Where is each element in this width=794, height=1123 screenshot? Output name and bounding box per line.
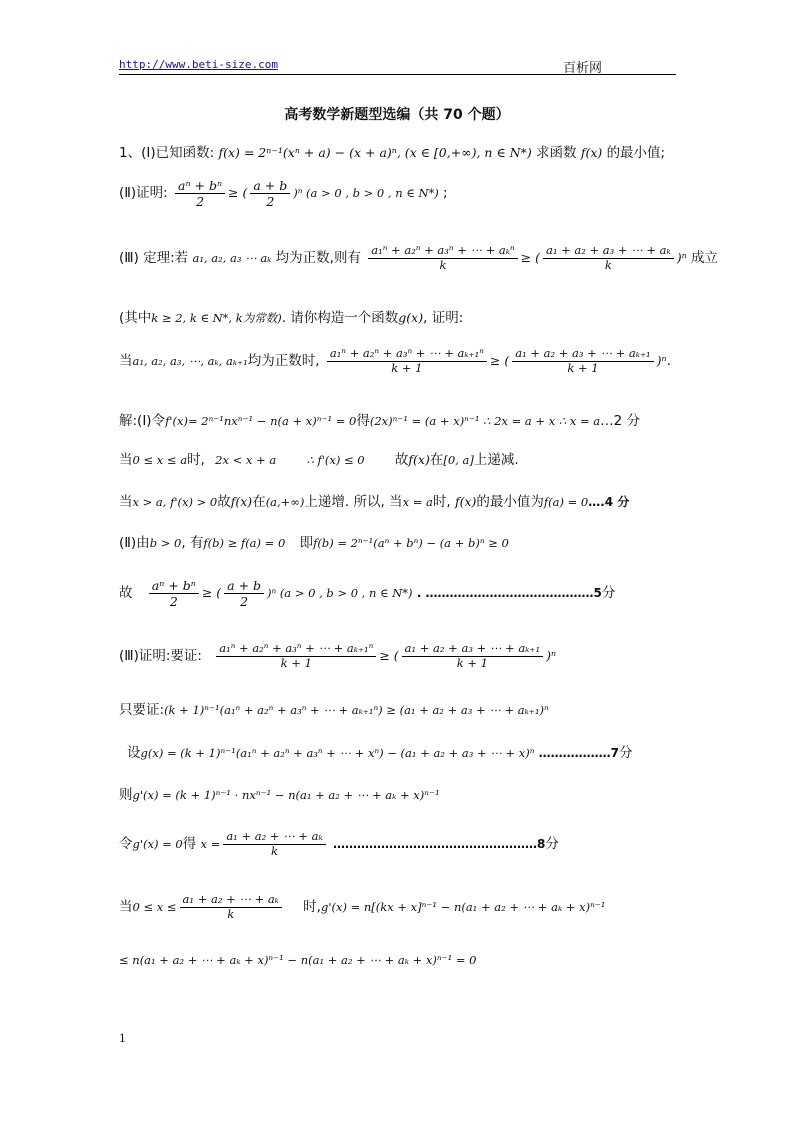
power: )ⁿ [676, 249, 687, 265]
text: 的最小值为 [476, 494, 544, 510]
page-number: 1 [119, 1032, 126, 1045]
solution-step-12 [119, 952, 476, 968]
text: , 有 [181, 535, 204, 551]
problem-1-part-3 [119, 244, 718, 273]
text: 在 [252, 494, 266, 510]
text: 解:(Ⅰ)令 [119, 413, 166, 429]
fraction: $\frac{a + b}{2}$ [224, 578, 264, 609]
text: 故 [394, 452, 409, 468]
score-unit: 分 [545, 835, 559, 852]
formula: ∴ f'(x) ≤ 0 [306, 453, 365, 467]
text: 均为正数时, [247, 352, 320, 369]
formula: g(x) [398, 310, 424, 325]
text: 上递增. 所以, 当 [304, 494, 403, 510]
solution-step-2 [119, 452, 519, 468]
text: 当 [119, 494, 133, 510]
text: 则 [119, 787, 133, 803]
score-unit: 分 [601, 585, 616, 601]
formula: f(x) [230, 494, 253, 509]
text: 令 [119, 835, 133, 852]
formula: a₁, a₂, a₃, ⋯, aₖ, aₖ₊₁ [132, 353, 248, 368]
solution-step-3 [119, 494, 629, 510]
score: …2 分 [600, 413, 640, 429]
fraction: $\frac{\text{a₁ + a₂ + a₃ + ⋯ + aₖ}}{k}$ [543, 244, 674, 273]
label: (Ⅲ) 定理:若 [119, 249, 189, 266]
score: ….4 分 [588, 495, 630, 509]
formula: b > 0 [149, 536, 182, 550]
ge: ≥ ( [201, 585, 222, 600]
text: 得 [356, 413, 370, 429]
formula: [0, a] [443, 453, 474, 467]
condition: )ⁿ (a > 0 , b > 0 , n ∈ N*) [267, 586, 413, 600]
text: 即 [299, 535, 314, 551]
score-dots: ………………7 [538, 746, 620, 760]
text: 故 [119, 585, 133, 601]
formula: f(b) ≥ f(a) = 0 [203, 536, 286, 550]
fraction: $\frac{\text{a₁ + a₂ + ⋯ + aₖ}}{k}$ [223, 830, 325, 859]
solution-step-5 [119, 578, 615, 609]
formula: f(x) [454, 494, 477, 509]
text: . 请你构造一个函数 [281, 310, 399, 326]
solution-step-4 [119, 535, 509, 551]
fraction: $\frac{\text{a₁ + a₂ + a₃ + ⋯ + aₖ₊₁}}{k + 1}$ [402, 642, 543, 671]
formula: g(x) = (k + 1)ⁿ⁻¹(a₁ⁿ + a₂ⁿ + a₃ⁿ + ⋯ + xⁿ) − (a₁ + a₂ + a₃ + ⋯ + x)ⁿ [140, 746, 535, 760]
fraction: $\frac{\text{a₁ⁿ + a₂ⁿ + a₃ⁿ + ⋯ + aₖ₊₁ⁿ}}{k + 1}$ [327, 347, 487, 376]
fraction: $\frac{\text{a₁ⁿ + a₂ⁿ + a₃ⁿ + ⋯ + aₖ₊₁ⁿ}}{k + 1}$ [216, 642, 376, 671]
formula: g'(x) = n[(kx + x]ⁿ⁻¹ − n(a₁ + a₂ + ⋯ + aₖ + x)ⁿ⁻¹ [320, 899, 606, 914]
fraction: $\frac{\text{a₁ⁿ + a₂ⁿ + a₃ⁿ + ⋯ + aₖⁿ}}{k}$ [368, 244, 517, 273]
solution-step-6 [119, 642, 556, 671]
text: (其中 [119, 310, 152, 326]
text: 成立 [690, 249, 718, 266]
text: 当 [119, 898, 133, 915]
formula: f(b) = 2ⁿ⁻¹(aⁿ + bⁿ) − (a + b)ⁿ ≥ 0 [313, 536, 509, 550]
text: (Ⅱ)由 [119, 535, 150, 551]
formula: k ≥ 2, k ∈ N*, k为常数) [151, 311, 282, 325]
problem-1-part-3-statement [119, 347, 671, 376]
problem-1-part-3-cont [119, 310, 463, 326]
condition: )ⁿ (a > 0 , b > 0 , n ∈ N*) [293, 186, 439, 200]
text: ; [443, 185, 448, 201]
fraction: $\frac{\text{aⁿ + bⁿ}}{2}$ [149, 578, 199, 609]
score-unit: 分 [619, 745, 633, 761]
problem-1-part-1 [119, 145, 665, 161]
formula: a₁, a₂, a₃ ⋯ aₖ [192, 250, 272, 265]
formula: 0 ≤ x ≤ [132, 899, 177, 914]
formula: g'(x) = 0 [132, 836, 183, 851]
text: . [666, 352, 671, 369]
score-dots: ……………………………………………8 [332, 836, 546, 851]
ge: ≥ ( [379, 647, 399, 663]
text: 上递减. [473, 452, 519, 468]
text: 当 [119, 352, 133, 369]
formula: x = a [402, 495, 433, 509]
formula: ≤ n(a₁ + a₂ + ⋯ + aₖ + x)ⁿ⁻¹ − n(a₁ + a₂ + ⋯ + aₖ + x)ⁿ⁻¹ = 0 [119, 953, 477, 967]
formula: f(x) = 2ⁿ⁻¹(xⁿ + a) − (x + a)ⁿ, (x ∈ [0,+∞), n ∈ N*) [218, 145, 532, 160]
formula: (k + 1)ⁿ⁻¹(a₁ⁿ + a₂ⁿ + a₃ⁿ + ⋯ + aₖ₊₁ⁿ) ≥ (a₁ + a₂ + a₃ + ⋯ + aₖ₊₁)ⁿ [164, 703, 549, 717]
header-site-name: 百析网 [563, 61, 603, 76]
text: 求函数 [536, 145, 577, 161]
solution-step-9 [119, 787, 440, 803]
formula: f(a) = 0 [543, 495, 589, 509]
text: 设 [127, 745, 141, 761]
problem-1-part-2 [119, 178, 448, 209]
fraction: $\frac{\text{aⁿ + bⁿ}}{2}$ [175, 178, 225, 209]
ge: ≥ ( [489, 352, 510, 368]
formula: (2x)ⁿ⁻¹ = (a + x)ⁿ⁻¹ ∴ 2x = a + x ∴ x = a [369, 414, 601, 428]
label: 1、(Ⅰ)已知函数: [119, 145, 215, 161]
page-title: 高考数学新题型选编（共 70 个题） [284, 107, 510, 123]
text: 均为正数,则有 [275, 249, 361, 266]
solution-step-11 [119, 893, 605, 922]
text: 故 [217, 494, 231, 510]
score-dots: . ……………………………………5 [416, 586, 602, 600]
text: 时, [303, 898, 321, 915]
ge: ≥ ( [520, 249, 540, 265]
header-rule [119, 74, 676, 75]
formula: f'(x)= 2ⁿ⁻¹nxⁿ⁻¹ − n(a + x)ⁿ⁻¹ = 0 [165, 414, 357, 428]
fraction: $\frac{a + b}{2}$ [250, 178, 290, 209]
label: (Ⅱ)证明: [119, 185, 168, 201]
formula: 2x < x + a [215, 453, 277, 467]
formula: (a,+∞) [265, 495, 305, 509]
formula: f(x) [580, 145, 603, 160]
text: 的最小值; [606, 145, 666, 161]
ge: ≥ ( [228, 185, 248, 200]
text: 时, [432, 494, 451, 510]
text: 在 [429, 452, 444, 468]
text: , 证明: [423, 310, 464, 326]
formula: g'(x) = (k + 1)ⁿ⁻¹ · nxⁿ⁻¹ − n(a₁ + a₂ + ⋯ + aₖ + x)ⁿ⁻¹ [132, 788, 440, 802]
text: 得 [182, 835, 197, 852]
formula: f(x) [408, 452, 430, 467]
text: (Ⅲ)证明:要证: [119, 647, 202, 664]
power: )ⁿ [546, 647, 557, 663]
fraction: $\frac{\text{a₁ + a₂ + a₃ + ⋯ + aₖ₊₁}}{k + 1}$ [512, 347, 653, 376]
power: )ⁿ [656, 352, 667, 368]
header-url[interactable]: http://www.beti-size.com [119, 58, 278, 71]
solution-step-8 [127, 745, 633, 761]
text: 当 [119, 452, 133, 468]
solution-step-1 [119, 413, 640, 429]
formula: x = [200, 836, 221, 851]
text: 时, [187, 452, 205, 468]
text: 只要证: [119, 702, 165, 718]
solution-step-7 [119, 702, 549, 718]
fraction: $\frac{\text{a₁ + a₂ + ⋯ + aₖ}}{k}$ [180, 893, 282, 922]
solution-step-10 [119, 830, 559, 859]
formula: 0 ≤ x ≤ a [132, 453, 188, 467]
formula: x > a, f'(x) > 0 [132, 495, 218, 509]
